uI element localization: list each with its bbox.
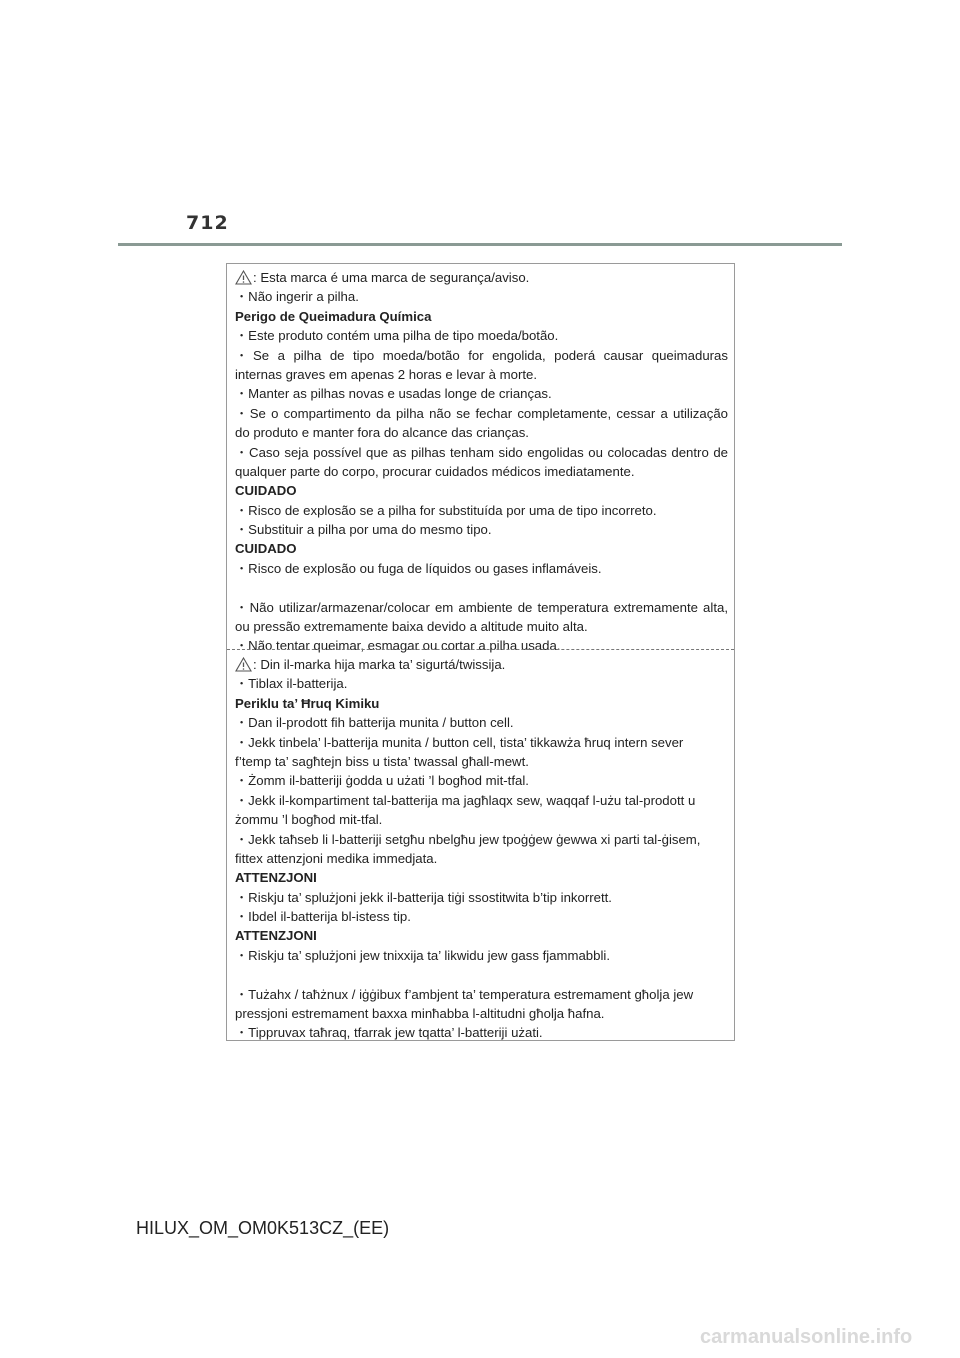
notice-line: do produto e manter fora do alcance das crianças. xyxy=(235,425,529,441)
notice-line: żommu ’l bogħod mit-tfal. xyxy=(235,812,383,828)
notice-line: ・Manter as pilhas novas e usadas longe de crianças. xyxy=(235,386,552,402)
notice-lines xyxy=(235,287,728,655)
notice-line: ・Este produto contém uma pilha de tipo moeda/botão. xyxy=(235,328,559,344)
intro-line xyxy=(235,655,728,674)
notice-line: Perigo de Queimadura Química xyxy=(235,308,432,324)
watermark: carmanualsonline.info xyxy=(700,1326,913,1348)
notice-line: ・Jekk tinbela’ l-batterija munita / button cell, tista’ tikkawża ħruq intern sever xyxy=(235,734,684,750)
notice-line: pressjoni estremament baxxa minħabba l-altitudni għolja ħafna. xyxy=(235,1006,605,1022)
notice-portuguese xyxy=(235,268,728,656)
notice-line: ・Żomm il-batteriji ġodda u użati ’l bogħod mit-tfal. xyxy=(235,773,529,789)
notice-lines xyxy=(235,674,728,1042)
notice-line: internas graves em apenas 2 horas e levar à morte. xyxy=(235,366,538,382)
intro-text: : Esta marca é uma marca de segurança/aviso. xyxy=(253,270,530,285)
notice-line: ・Risco de explosão ou fuga de líquidos ou gases inflamáveis. xyxy=(235,560,602,576)
notice-line: ・Substituir a pilha por uma do mesmo tipo. xyxy=(235,522,492,538)
notice-line: ・Risco de explosão se a pilha for substituída por uma de tipo incorreto. xyxy=(235,502,657,518)
notice-line: ・Jekk taħseb li l-batteriji setgħu nbelgħu jew tpoġġew ġewwa xi parti tal-ġisem, xyxy=(235,831,701,847)
notice-line: ・Não tentar queimar, esmagar ou cortar a pilha usada. xyxy=(235,638,561,654)
notice-line: ou pressão extremamente baixa devido a altitude muito alta. xyxy=(235,619,588,635)
intro-line xyxy=(235,268,728,287)
notice-line: ・Riskju ta’ splużjoni jekk il-batterija tiġi ssostitwita b’tip inkorrett. xyxy=(235,889,612,905)
notice-line: ・Tużahx / taħżnux / iġġibux f’ambjent ta’ temperatura estremament għolja jew xyxy=(235,986,694,1002)
battery-warning-box xyxy=(226,263,735,1041)
notice-line: Periklu ta’ Ħruq Kimiku xyxy=(235,695,380,711)
notice-line: ・Não utilizar/armazenar/colocar em ambiente de temperatura extremamente alta, xyxy=(235,599,728,615)
notice-line: CUIDADO xyxy=(235,541,297,557)
notice-line: ・Tiblax il-batterija. xyxy=(235,676,348,692)
notice-line: ・Não ingerir a pilha. xyxy=(235,289,359,305)
notice-line: ・Tippruvax taħraq, tfarrak jew tqatta’ l-batteriji użati. xyxy=(235,1025,543,1041)
page-number: 712 xyxy=(186,212,229,234)
section-divider xyxy=(227,649,734,650)
notice-line: ATTENZJONI xyxy=(235,870,317,886)
notice-line: qualquer parte do corpo, procurar cuidados médicos imediatamente. xyxy=(235,463,635,479)
notice-line: CUIDADO xyxy=(235,483,297,499)
notice-maltese xyxy=(235,655,728,1043)
intro-text: : Din il-marka hija marka ta’ sigurtá/twissija. xyxy=(253,657,506,672)
notice-line: ・Caso seja possível que as pilhas tenham sido engolidas ou colocadas dentro de xyxy=(235,444,728,460)
notice-line: fittex attenzjoni medika immedjata. xyxy=(235,850,438,866)
notice-line: ・Ibdel il-batterija bl-istess tip. xyxy=(235,909,411,925)
notice-line: ・Riskju ta’ splużjoni jew tnixxija ta’ likwidu jew gass fjammabbli. xyxy=(235,947,610,963)
notice-line xyxy=(235,965,728,984)
notice-line: ATTENZJONI xyxy=(235,928,317,944)
notice-line: ・Dan il-prodott fih batterija munita / button cell. xyxy=(235,715,514,731)
notice-line: ・Se o compartimento da pilha não se fechar completamente, cessar a utilização xyxy=(235,405,728,421)
notice-line: f’temp ta’ sagħtejn biss u tista’ twassal għall-mewt. xyxy=(235,753,529,769)
notice-line: ・Se a pilha de tipo moeda/botão for engolida, poderá causar queimaduras xyxy=(235,347,728,363)
notice-line xyxy=(235,578,728,597)
header-rule xyxy=(118,243,842,246)
document-code: HILUX_OM_OM0K513CZ_(EE) xyxy=(136,1218,390,1238)
notice-line: ・Jekk il-kompartiment tal-batterija ma jagħlaqx sew, waqqaf l-użu tal-prodott u xyxy=(235,792,696,808)
